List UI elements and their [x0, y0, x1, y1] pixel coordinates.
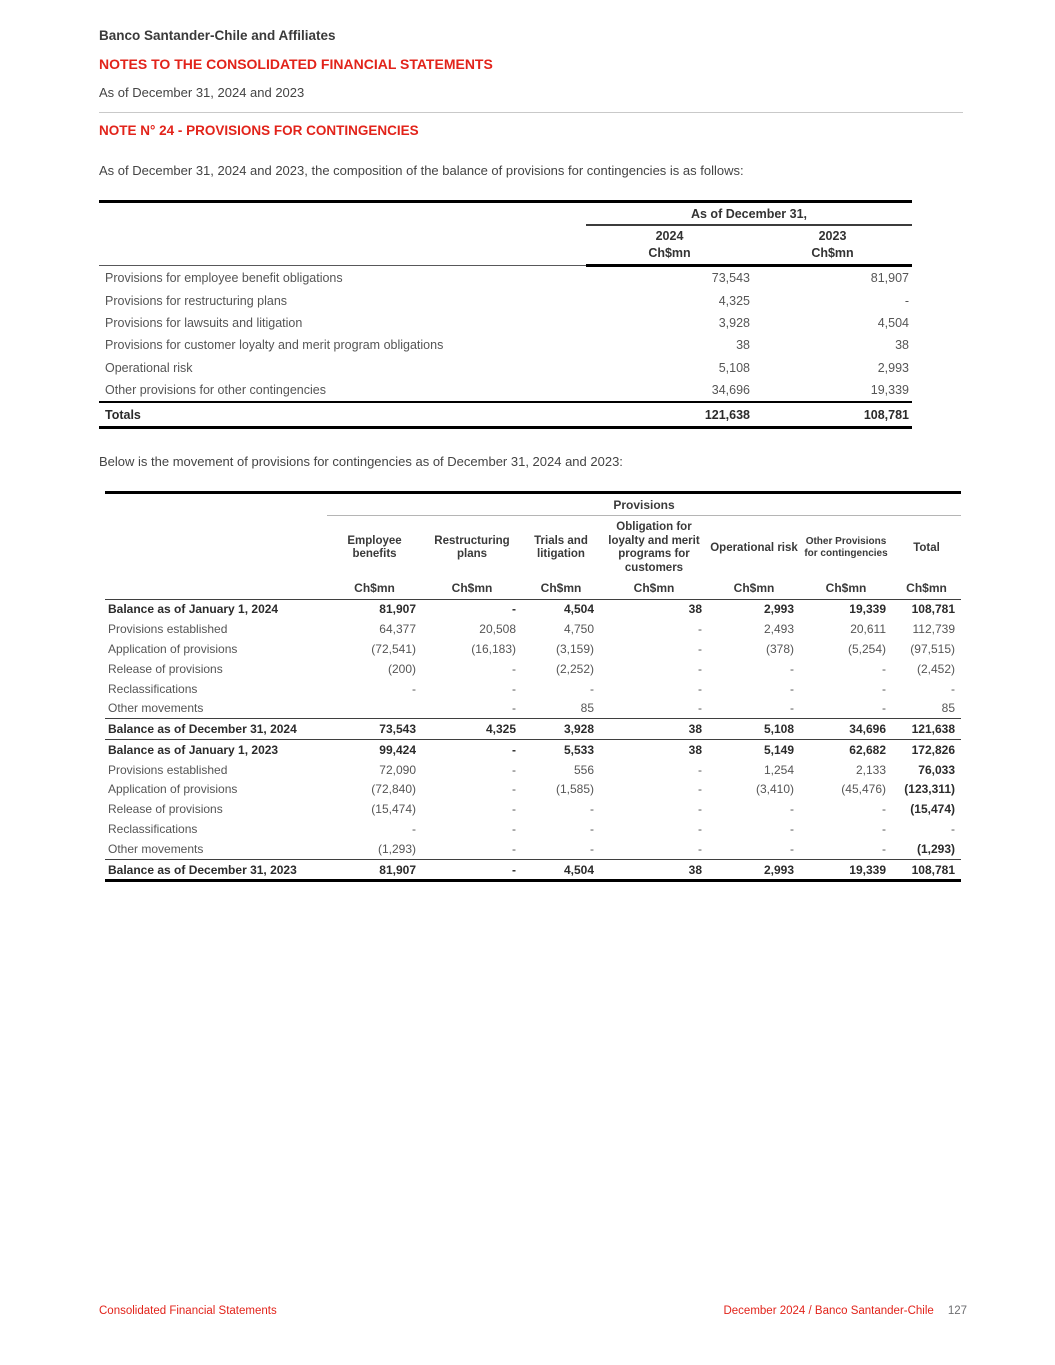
- table-row: [99, 289, 912, 311]
- row-label: Balance as of December 31, 2024: [105, 719, 327, 740]
- row-label: Reclassifications: [108, 681, 198, 696]
- cell: 121,638: [892, 719, 961, 740]
- cell: -: [512, 821, 516, 836]
- cell: (16,183): [471, 641, 516, 656]
- row-label: Balance as of January 1, 2023: [108, 742, 279, 757]
- table-row: [105, 639, 961, 659]
- table-row: [105, 619, 961, 639]
- table2-column-header-row: [105, 516, 961, 579]
- cell: 85: [580, 701, 594, 716]
- balance-row: [105, 599, 961, 619]
- cell: 81,907: [379, 602, 416, 617]
- row-label: Provisions for employee benefit obligations: [105, 270, 343, 285]
- row-label: Provisions for restructuring plans: [105, 293, 288, 308]
- cell: 4,750: [563, 622, 594, 637]
- cell: 112,739: [912, 622, 955, 637]
- cell: (72,541): [371, 641, 416, 656]
- cell: 4,504: [563, 602, 594, 617]
- unit-label: Ch$mn: [600, 579, 708, 600]
- table-row: [99, 379, 912, 402]
- cell: 64,377: [379, 622, 416, 637]
- company-name: Banco Santander-Chile and Affiliates: [99, 28, 336, 43]
- cell: 38: [688, 742, 702, 757]
- cell: -: [951, 681, 955, 696]
- document-title: NOTES TO THE CONSOLIDATED FINANCIAL STATEMENTS: [99, 56, 493, 72]
- note-title: NOTE N° 24 - PROVISIONS FOR CONTINGENCIES: [99, 123, 419, 138]
- cell: -: [698, 681, 702, 696]
- balance-row: [105, 719, 961, 740]
- cell: (3,410): [755, 782, 794, 797]
- col-trials-litigation: Trials and litigation: [534, 534, 588, 561]
- cell: -: [790, 841, 794, 856]
- cell: -: [698, 622, 702, 637]
- value-2023: -: [904, 293, 909, 308]
- table1-empty-cell: [99, 245, 586, 266]
- footer-right-text: December 2024 / Banco Santander-Chile: [723, 1305, 934, 1317]
- cell: 108,781: [911, 602, 955, 617]
- cell: (15,474): [371, 802, 416, 817]
- cell: 38: [600, 859, 708, 881]
- cell: -: [698, 841, 702, 856]
- intro-movement-text: Below is the movement of provisions for contingencies as of December 31, 2024 and 2023:: [99, 454, 623, 470]
- balance-row: [105, 739, 961, 759]
- col-employee-benefits: Employee benefits: [347, 534, 402, 561]
- cell: 38: [688, 602, 702, 617]
- cell: (123,311): [904, 782, 955, 797]
- page-number: 127: [947, 1305, 967, 1317]
- table1-year-row: [99, 225, 912, 245]
- cell: 62,682: [849, 742, 886, 757]
- row-label: Provisions for customer loyalty and merit program obligations: [105, 338, 444, 353]
- cell: -: [882, 701, 886, 716]
- cell: -: [512, 762, 516, 777]
- unit-label: Ch$mn: [892, 579, 961, 600]
- table1-unit-2024: Ch$mn: [586, 245, 753, 266]
- cell: -: [698, 701, 702, 716]
- totals-2024: 121,638: [586, 402, 753, 428]
- cell: 19,339: [849, 602, 886, 617]
- cell: 20,508: [479, 622, 516, 637]
- unit-label: Ch$mn: [327, 579, 422, 600]
- cell: -: [412, 821, 416, 836]
- header-divider: [99, 112, 963, 113]
- cell: -: [790, 661, 794, 676]
- cell: (72,840): [371, 782, 416, 797]
- table1-span-header: As of December 31,: [586, 202, 912, 226]
- cell: -: [590, 681, 594, 696]
- table1-unit-2023: Ch$mn: [753, 245, 912, 266]
- col-operational-risk: Operational risk: [710, 541, 798, 554]
- value-2024: 4,325: [718, 293, 750, 308]
- row-label: Application of provisions: [108, 782, 238, 797]
- row-label: Provisions established: [108, 622, 228, 637]
- cell: 19,339: [800, 859, 892, 881]
- value-2023: 4,504: [877, 315, 909, 330]
- cell: 172,826: [911, 742, 955, 757]
- col-restructuring-plans: Restructuring plans: [434, 534, 510, 561]
- table2-empty-cell: [105, 579, 327, 600]
- row-label: Application of provisions: [108, 641, 238, 656]
- cell: -: [590, 821, 594, 836]
- cell: (2,252): [555, 661, 594, 676]
- totals-row: [99, 402, 912, 428]
- cell: (97,515): [910, 641, 955, 656]
- row-label: Reclassifications: [108, 821, 198, 836]
- cell: -: [512, 802, 516, 817]
- cell: 81,907: [327, 859, 422, 881]
- cell: -: [412, 681, 416, 696]
- footer-left-text: Consolidated Financial Statements: [99, 1305, 277, 1317]
- table-row: [105, 819, 961, 839]
- cell: -: [512, 701, 516, 716]
- cell: (5,254): [847, 641, 886, 656]
- cell: 2,133: [855, 762, 886, 777]
- cell: -: [512, 841, 516, 856]
- table1-span-header-row: [99, 202, 912, 226]
- cell: 73,543: [327, 719, 422, 740]
- cell: 99,424: [379, 742, 416, 757]
- totals-2023: 108,781: [753, 402, 912, 428]
- table1-year-2023: 2023: [818, 229, 847, 243]
- cell: (15,474): [910, 802, 955, 817]
- cell: 2,493: [763, 622, 794, 637]
- cell: (200): [387, 661, 416, 676]
- value-2023: 81,907: [870, 271, 909, 286]
- intro-composition-text: As of December 31, 2024 and 2023, the composition of the balance of provisions for contingencies is as follows:: [99, 163, 744, 178]
- document-subtitle: As of December 31, 2024 and 2023: [99, 85, 305, 100]
- cell: 2,993: [708, 859, 800, 881]
- unit-label: Ch$mn: [422, 579, 522, 600]
- table-row: [105, 698, 961, 718]
- cell: -: [882, 821, 886, 836]
- table-row: [105, 679, 961, 699]
- cell: -: [882, 802, 886, 817]
- cell: (45,476): [841, 782, 886, 797]
- table-row: [99, 334, 912, 356]
- cell: 5,149: [763, 742, 794, 757]
- table2-unit-row: [105, 579, 961, 600]
- cell: -: [512, 782, 516, 797]
- cell: 2,993: [763, 602, 794, 617]
- cell: 4,325: [422, 719, 522, 740]
- cell: [327, 698, 422, 718]
- cell: 108,781: [892, 859, 961, 881]
- row-label: Release of provisions: [108, 661, 223, 676]
- row-label: Balance as of January 1, 2024: [108, 602, 279, 617]
- cell: (1,585): [555, 782, 594, 797]
- col-other-provisions: Other Provisions for contingencies: [804, 536, 888, 560]
- row-label: Provisions established: [108, 762, 228, 777]
- unit-label: Ch$mn: [708, 579, 800, 600]
- movement-table: [105, 491, 961, 882]
- table-row: [105, 659, 961, 679]
- balance-row: [105, 859, 961, 881]
- cell: 20,611: [850, 622, 886, 637]
- table1-corner-cell: [99, 202, 586, 226]
- cell: 76,033: [918, 762, 955, 777]
- cell: -: [590, 802, 594, 817]
- value-2024: 5,108: [718, 360, 750, 375]
- row-label: Release of provisions: [108, 802, 223, 817]
- cell: (2,452): [916, 661, 955, 676]
- table-row: [99, 266, 912, 290]
- cell: -: [698, 661, 702, 676]
- cell: -: [790, 802, 794, 817]
- unit-label: Ch$mn: [800, 579, 892, 600]
- cell: -: [698, 641, 702, 656]
- table-row: [105, 760, 961, 780]
- cell: -: [698, 821, 702, 836]
- cell: -: [512, 681, 516, 696]
- table-row: [99, 357, 912, 379]
- cell: -: [698, 802, 702, 817]
- cell: 85: [941, 701, 955, 716]
- cell: -: [512, 661, 516, 676]
- page-footer: [99, 1305, 967, 1317]
- col-total: Total: [913, 541, 940, 554]
- cell: -: [882, 681, 886, 696]
- cell: 3,928: [522, 719, 600, 740]
- table2-empty-cell: [105, 516, 327, 579]
- row-label: Balance as of December 31, 2023: [105, 859, 327, 881]
- cell: -: [698, 762, 702, 777]
- cell: 38: [600, 719, 708, 740]
- table1-year-2024: 2024: [655, 229, 684, 243]
- row-label: Other provisions for other contingencies: [105, 383, 326, 398]
- cell: -: [882, 841, 886, 856]
- cell: 72,090: [379, 762, 416, 777]
- cell: (1,293): [916, 841, 955, 856]
- cell: -: [882, 661, 886, 676]
- cell: (3,159): [555, 641, 594, 656]
- cell: 556: [573, 762, 594, 777]
- value-2024: 34,696: [711, 383, 750, 398]
- footer-right: [723, 1305, 967, 1317]
- cell: -: [790, 681, 794, 696]
- cell: -: [422, 859, 522, 881]
- table2-corner-cell: [105, 493, 327, 516]
- table1-empty-cell: [99, 225, 586, 245]
- row-label: Provisions for lawsuits and litigation: [105, 315, 303, 330]
- value-2023: 2,993: [877, 360, 909, 375]
- row-label: Operational risk: [105, 360, 193, 375]
- cell: -: [951, 821, 955, 836]
- value-2023: 38: [895, 338, 909, 353]
- cell: -: [790, 821, 794, 836]
- table1-unit-row: [99, 245, 912, 266]
- totals-label: Totals: [99, 402, 586, 428]
- value-2024: 3,928: [718, 315, 750, 330]
- row-label: Other movements: [108, 701, 204, 716]
- unit-label: Ch$mn: [522, 579, 600, 600]
- value-2023: 19,339: [870, 383, 909, 398]
- cell: 5,533: [563, 742, 594, 757]
- table-row: [105, 780, 961, 800]
- composition-table: [99, 200, 912, 429]
- cell: -: [698, 782, 702, 797]
- cell: 5,108: [708, 719, 800, 740]
- row-label: Other movements: [108, 841, 204, 856]
- cell: 4,504: [522, 859, 600, 881]
- cell: (378): [765, 641, 794, 656]
- cell: -: [790, 701, 794, 716]
- cell: 1,254: [763, 762, 794, 777]
- table2-span-header-row: [105, 493, 961, 516]
- col-loyalty-obligation: Obligation for loyalty and merit programs for customers: [608, 521, 700, 574]
- cell: -: [590, 841, 594, 856]
- cell: 34,696: [800, 719, 892, 740]
- cell: (1,293): [377, 841, 416, 856]
- value-2024: 73,543: [711, 271, 750, 286]
- table2-span-header: Provisions: [327, 493, 961, 516]
- cell: -: [512, 602, 516, 617]
- table-row: [99, 312, 912, 334]
- table-row: [105, 799, 961, 819]
- cell: -: [512, 742, 516, 757]
- table-row: [105, 839, 961, 859]
- value-2024: 38: [736, 338, 750, 353]
